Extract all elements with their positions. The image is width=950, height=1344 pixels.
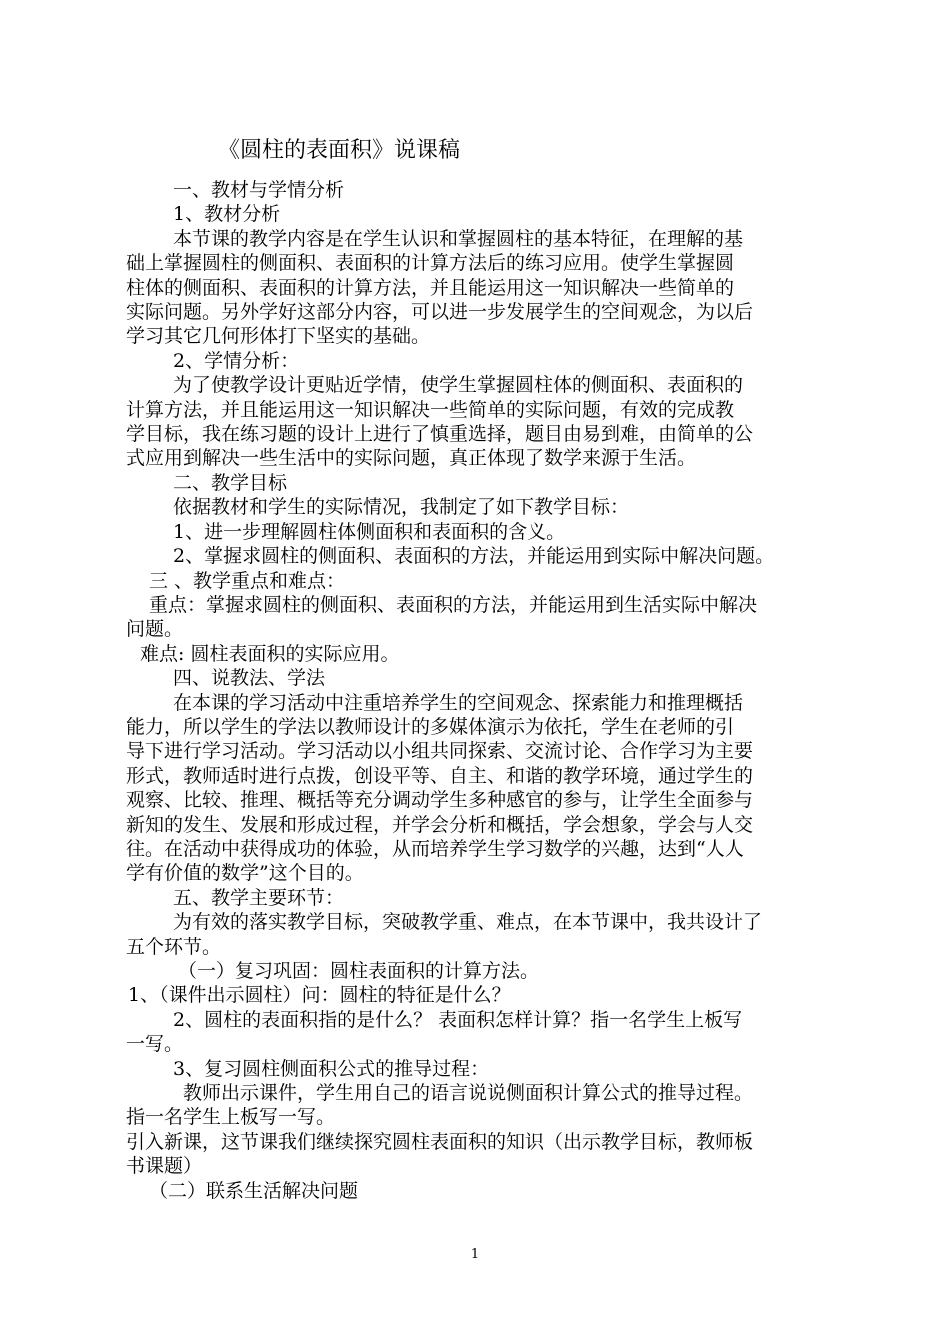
step-heading-1: （一）复习巩固：圆柱表面积的计算方法。	[178, 960, 540, 982]
paragraph-line: 书课题）	[126, 1155, 203, 1178]
paragraph-line: 学习其它几何形体打下坚实的基础。	[126, 325, 431, 348]
paragraph-line: 问题。	[126, 618, 184, 641]
paragraph-line: 学有价值的数学”这个目的。	[126, 862, 364, 885]
paragraph-line: 指一名学生上板写一写。	[126, 1106, 336, 1129]
paragraph-line: 实际问题。另外学好这部分内容，可以进一步发展学生的空间观念，为以后	[126, 301, 754, 324]
paragraph-line: 为了使教学设计更贴近学情，使学生掌握圆柱体的侧面积、表面积的	[173, 374, 744, 397]
paragraph-line: 计算方法，并且能运用这一知识解决一些简单的实际问题，有效的完成教	[126, 398, 735, 421]
section-heading-1: 一、教材与学情分析	[173, 179, 345, 201]
document-title: 《圆柱的表面积》说课稿	[218, 138, 461, 163]
section-heading-2: 二、教学目标	[173, 471, 288, 494]
paragraph-line: 在本课的学习活动中注重培养学生的空间观念、探索能力和推理概括	[173, 691, 744, 714]
step-item: 2、圆柱的表面积指的是什么？ 表面积怎样计算？指一名学生上板写	[173, 1008, 743, 1031]
paragraph-line: 为有效的落实教学目标，突破教学重、难点，在本节课中，我共设计了	[173, 911, 763, 934]
step-heading-2: （二）联系生活解决问题	[149, 1179, 359, 1202]
difficult-point-line: 难点: 圆柱表面积的实际应用。	[140, 642, 400, 665]
paragraph-line: 一写。	[126, 1033, 184, 1056]
paragraph-line: 础上掌握圆柱的侧面积、表面积的计算方法后的练习应用。使学生掌握圆	[126, 252, 735, 275]
document-body	[126, 178, 850, 1203]
page-number: 1	[470, 1247, 480, 1262]
subheading-student-analysis: 2、学情分析：	[173, 349, 300, 372]
paragraph-line: 五个环节。	[126, 935, 222, 958]
paragraph-line: 导下进行学习活动。学习活动以小组共同探索、交流讨论、合作学习为主要	[126, 740, 754, 763]
section-heading-4: 四、说教法、学法	[173, 667, 326, 690]
paragraph-line: 引入新课，这节课我们继续探究圆柱表面积的知识（出示教学目标，教师板	[126, 1130, 754, 1153]
paragraph-line: 式应用到解决一些生活中的实际问题，真正体现了数学来源于生活。	[126, 447, 697, 470]
paragraph-line: 学目标，我在练习题的设计上进行了慎重选择，题目由易到难，由简单的公	[126, 423, 754, 446]
section-heading-3: 三 、教学重点和难点：	[149, 569, 346, 592]
paragraph-line: 往。在活动中获得成功的体验，从而培养学生学习数学的兴趣，达到“人人	[126, 837, 744, 860]
paragraph-line: 形式，教师适时进行点拨，创设平等、自主、和谐的教学环境，通过学生的	[126, 764, 754, 787]
paragraph-line: 柱体的侧面积、表面积的计算方法，并且能运用这一知识解决一些简单的	[126, 276, 735, 299]
step-item: 1、（课件出示圆柱）问：圆柱的特征是什么？	[128, 984, 511, 1007]
paragraph-line: 依据教材和学生的实际情况，我制定了如下教学目标：	[173, 496, 630, 519]
section-heading-5: 五、教学主要环节：	[173, 886, 345, 909]
paragraph-line: 观察、比较、推理、概括等充分调动学生多种感官的参与，让学生全面参与	[126, 789, 754, 812]
paragraph-line: 新知的发生、发展和形成过程，并学会分析和概括，学会想象，学会与人交	[126, 813, 754, 836]
paragraph-line: 能力，所以学生的学法以教师设计的多媒体演示为依托，学生在老师的引	[126, 715, 735, 738]
goal-item: 2、掌握求圆柱的侧面积、表面积的方法，并能运用到实际中解决问题。	[173, 545, 775, 568]
paragraph-line: 本节课的教学内容是在学生认识和掌握圆柱的基本特征，在理解的基	[173, 227, 744, 250]
paragraph-line: 教师出示课件，学生用自己的语言说说侧面积计算公式的推导过程。	[183, 1082, 754, 1105]
subheading-textbook-analysis: 1、教材分析	[173, 203, 281, 226]
step-item: 3、复习圆柱侧面积公式的推导过程：	[173, 1057, 490, 1080]
key-point-line: 重点：掌握求圆柱的侧面积、表面积的方法，并能运用到生活实际中解决	[149, 593, 758, 616]
goal-item: 1、进一步理解圆柱体侧面积和表面积的含义。	[173, 520, 566, 543]
